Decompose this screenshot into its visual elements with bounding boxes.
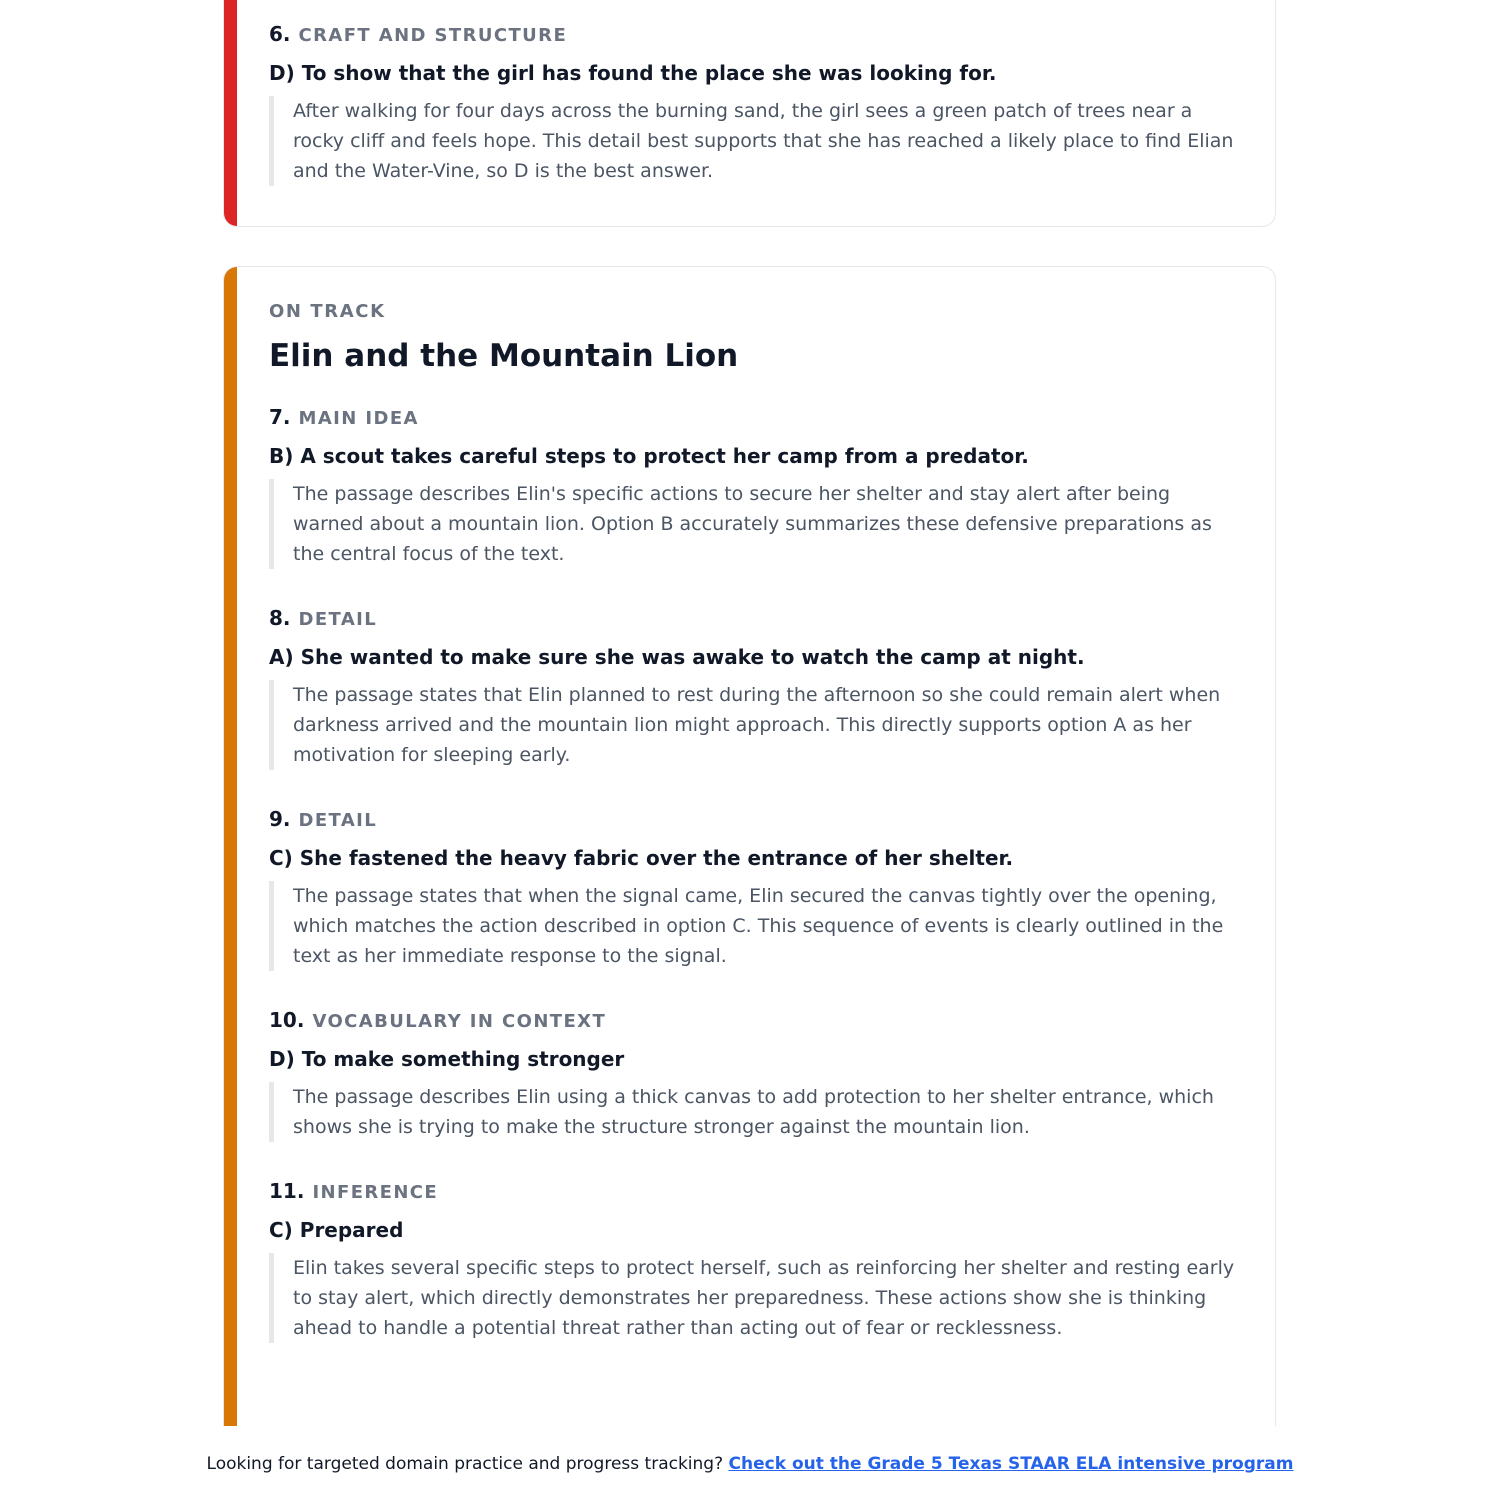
footer-promo (0, 1451, 1500, 1477)
question-category: DETAIL (298, 810, 378, 831)
card-content (269, 21, 1245, 186)
question-header (269, 1178, 1245, 1206)
question-category: DETAIL (298, 609, 378, 630)
question-item (269, 605, 1245, 770)
question-category: VOCABULARY IN CONTEXT (312, 1011, 607, 1032)
question-category: MAIN IDEA (298, 408, 419, 429)
question-item (269, 1007, 1245, 1142)
question-number: 11. (269, 1179, 305, 1203)
question-header (269, 1007, 1245, 1035)
question-item (269, 806, 1245, 971)
question-explanation: The passage states that when the signal came, Elin secured the canvas tightly over the opening, which matches the action described in option C. This sequence of events is clearly outlined in the text as her immediate response to the signal. (269, 881, 1245, 971)
question-header (269, 404, 1245, 432)
question-explanation: The passage describes Elin's specific actions to secure her shelter and stay alert after being warned about a mountain lion. Option B accurately summarizes these defensive preparations as the central focus of the text. (269, 479, 1245, 569)
question-number: 7. (269, 405, 291, 429)
question-answer: C) Prepared (269, 1218, 404, 1242)
question-answer: D) To show that the girl has found the place she was looking for. (269, 61, 997, 85)
answer-card-previous (223, 0, 1276, 227)
question-category: INFERENCE (312, 1182, 439, 1203)
footer-text: Looking for targeted domain practice and progress tracking? (206, 1454, 724, 1474)
question-explanation: The passage describes Elin using a thick canvas to add protection to her shelter entrance, which shows she is trying to make the structure stronger against the mountain lion. (269, 1082, 1245, 1142)
question-header (269, 806, 1245, 834)
question-explanation: The passage states that Elin planned to rest during the afternoon so she could remain alert when darkness arrived and the mountain lion might approach. This directly supports option A as her motivation for sleeping early. (269, 680, 1245, 770)
question-answer: B) A scout takes careful steps to protect her camp from a predator. (269, 444, 1029, 468)
question-answer: D) To make something stronger (269, 1047, 625, 1071)
program-link[interactable]: Check out the Grade 5 Texas STAAR ELA intensive program (728, 1454, 1294, 1474)
answer-card-on-track (223, 266, 1276, 1426)
question-number: 8. (269, 606, 291, 630)
question-item (269, 21, 1245, 186)
question-number: 10. (269, 1008, 305, 1032)
card-content (269, 300, 1245, 1379)
question-explanation: Elin takes several specific steps to protect herself, such as reinforcing her shelter and resting early to stay alert, which directly demonstrates her preparedness. These actions show she is thinking ahead to handle a potential threat rather than acting out of fear or recklessness. (269, 1253, 1245, 1343)
question-explanation: After walking for four days across the burning sand, the girl sees a green patch of trees near a rocky cliff and feels hope. This detail best supports that she has reached a likely place to find Elian and the Water-Vine, so D is the best answer. (269, 96, 1245, 186)
question-category: CRAFT AND STRUCTURE (298, 25, 568, 46)
question-answer: A) She wanted to make sure she was awake to watch the camp at night. (269, 645, 1085, 669)
section-label: ON TRACK (269, 301, 386, 322)
question-item (269, 404, 1245, 569)
card-accent-bar (224, 267, 237, 1426)
question-item (269, 1178, 1245, 1343)
question-header (269, 21, 1245, 49)
question-answer: C) She fastened the heavy fabric over the entrance of her shelter. (269, 846, 1014, 870)
card-accent-bar (224, 0, 237, 226)
question-number: 9. (269, 807, 291, 831)
passage-title: Elin and the Mountain Lion (269, 338, 739, 374)
question-header (269, 605, 1245, 633)
question-number: 6. (269, 22, 291, 46)
